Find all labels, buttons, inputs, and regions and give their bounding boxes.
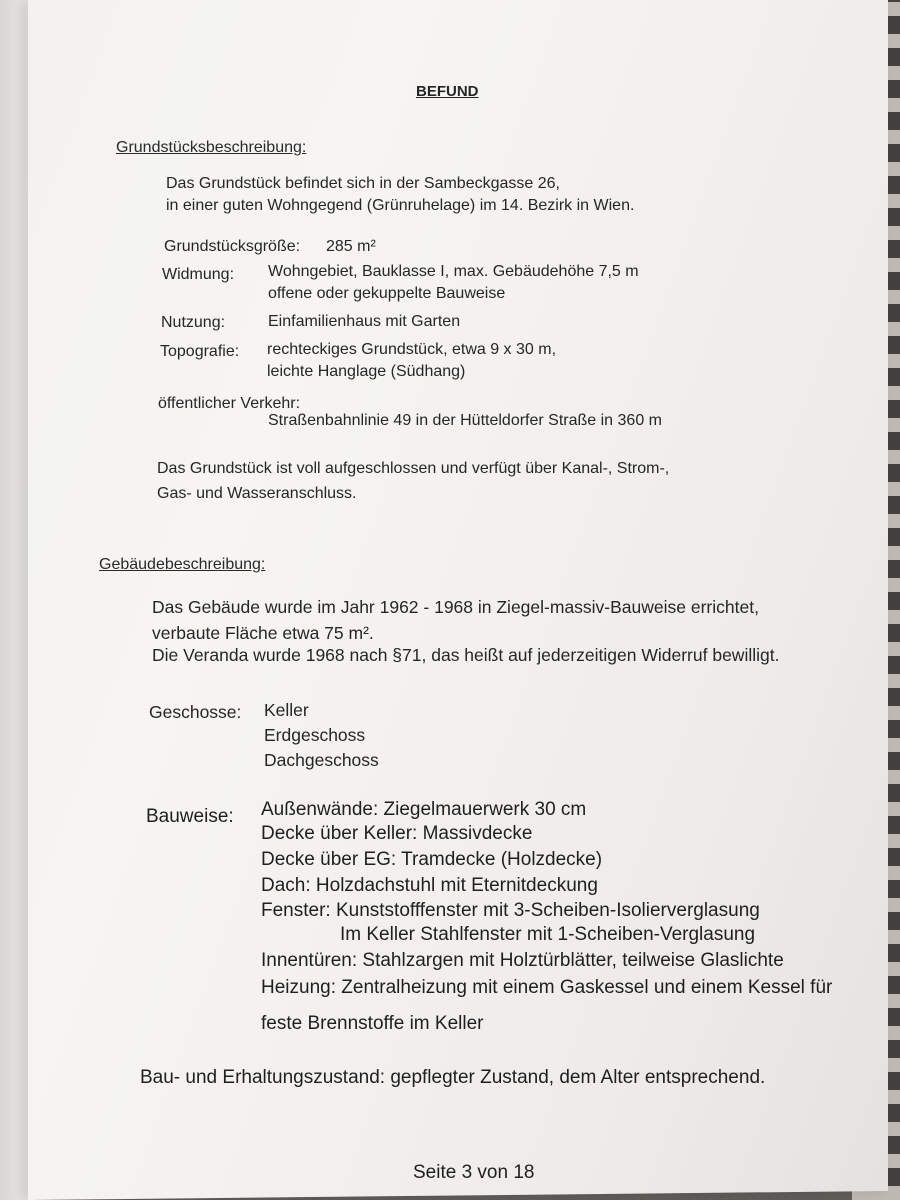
construction-item: Heizung: Zentralheizung mit einem Gaskessel und einem Kessel für	[261, 977, 833, 998]
construction-label: Bauweise:	[146, 806, 234, 827]
plot-intro-line-2: in einer guten Wohngegend (Grünruhelage) im 14. Bezirk in Wien.	[166, 197, 635, 214]
zoning-line-1: Wohngebiet, Bauklasse I, max. Gebäudehöhe 7,5 m	[268, 263, 639, 280]
floors-label: Geschosse:	[149, 702, 242, 722]
transport-label: öffentlicher Verkehr:	[158, 395, 301, 412]
construction-item: Innentüren: Stahlzargen mit Holztürblätter, teilweise Glaslichte	[261, 950, 784, 971]
page-title: BEFUND	[416, 83, 479, 100]
construction-item: Dach: Holzdachstuhl mit Eternitdeckung	[261, 875, 598, 896]
floor-item: Dachgeschoss	[264, 750, 379, 770]
plot-size-label: Grundstücksgröße:	[164, 238, 301, 255]
zoning-line-2: offene oder gekuppelte Bauweise	[268, 285, 506, 302]
plot-size-value: 285 m²	[326, 238, 376, 255]
page-number: Seite 3 von 18	[413, 1162, 535, 1183]
construction-item: Außenwände: Ziegelmauerwerk 30 cm	[261, 799, 587, 820]
plot-intro-line-1: Das Grundstück befindet sich in der Sambeckgasse 26,	[166, 175, 560, 192]
construction-item: Im Keller Stahlfenster mit 1-Scheiben-Verglasung	[340, 924, 756, 945]
construction-item: Decke über Keller: Massivdecke	[261, 823, 533, 844]
section-heading-plot: Grundstücksbeschreibung:	[116, 139, 307, 156]
topography-label: Topografie:	[160, 343, 240, 360]
construction-item: Decke über EG: Tramdecke (Holzdecke)	[261, 849, 603, 870]
section-heading-building: Gebäudebeschreibung:	[99, 556, 266, 573]
built-line-3: Die Veranda wurde 1968 nach §71, das heißt auf jederzeitigen Widerruf bewilligt.	[152, 645, 780, 665]
use-value: Einfamilienhaus mit Garten	[268, 313, 461, 330]
condition-statement: Bau- und Erhaltungszustand: gepflegter Zustand, dem Alter entsprechend.	[140, 1067, 766, 1088]
zoning-label: Widmung:	[162, 266, 235, 283]
topography-line-1: rechteckiges Grundstück, etwa 9 x 30 m,	[267, 341, 557, 358]
use-label: Nutzung:	[161, 314, 226, 331]
built-line-2: verbaute Fläche etwa 75 m².	[152, 623, 374, 643]
floor-item: Erdgeschoss	[264, 725, 366, 745]
construction-item: Fenster: Kunststofffenster mit 3-Scheiben-Isolierverglasung	[261, 900, 760, 921]
topography-line-2: leichte Hanglage (Südhang)	[267, 363, 466, 380]
transport-value: Straßenbahnlinie 49 in der Hütteldorfer Straße in 360 m	[268, 412, 662, 429]
utilities-line-1: Das Grundstück ist voll aufgeschlossen und verfügt über Kanal-, Strom-,	[157, 460, 670, 477]
floor-item: Keller	[264, 700, 309, 720]
utilities-line-2: Gas- und Wasseranschluss.	[157, 485, 357, 502]
built-line-1: Das Gebäude wurde im Jahr 1962 - 1968 in Ziegel-massiv-Bauweise errichtet,	[152, 597, 759, 617]
construction-item: feste Brennstoffe im Keller	[261, 1013, 484, 1034]
